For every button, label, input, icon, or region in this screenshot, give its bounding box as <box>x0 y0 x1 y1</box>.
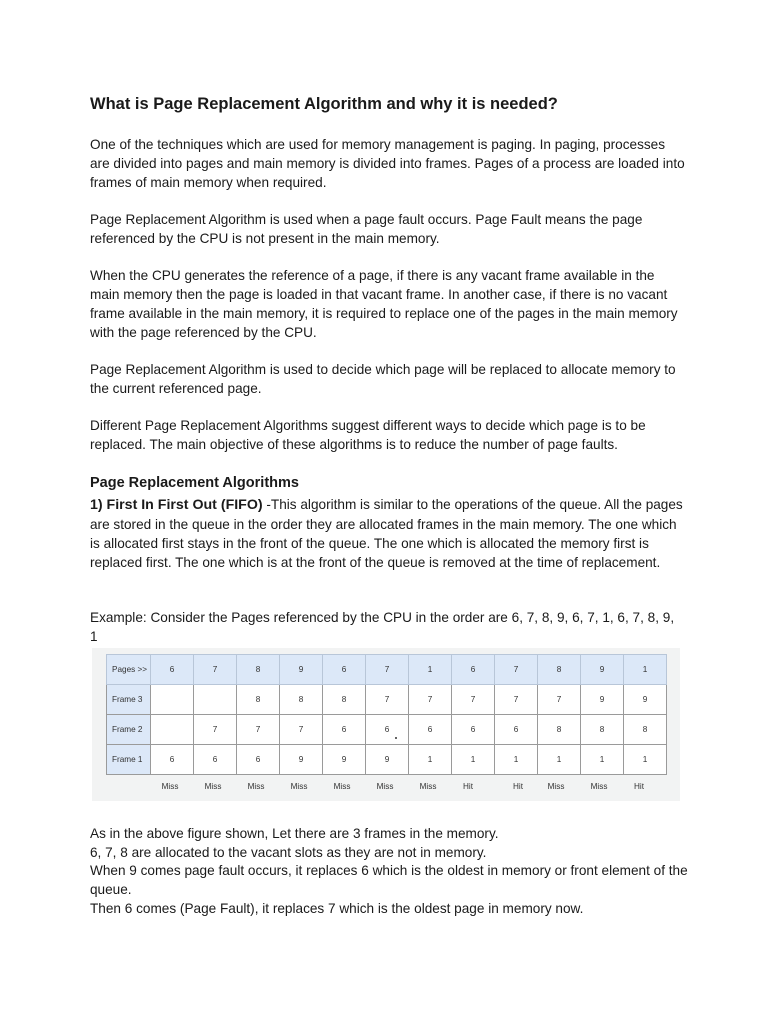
result-label: Miss <box>290 782 308 791</box>
fifo-table <box>106 654 667 775</box>
frame-cell: 6 <box>237 745 280 775</box>
frame-cell: 9 <box>366 745 409 775</box>
page-cell: 8 <box>538 655 581 685</box>
frame-cell: 9 <box>280 745 323 775</box>
table-header-row <box>107 655 667 685</box>
page-cell: 9 <box>280 655 323 685</box>
page-cell: 7 <box>366 655 409 685</box>
page-cell: 8 <box>237 655 280 685</box>
result-label: Miss <box>161 782 179 791</box>
fifo-paragraph <box>90 495 686 572</box>
page-cell: 6 <box>323 655 366 685</box>
frame-cell: 7 <box>194 715 237 745</box>
row-label: Frame 1 <box>107 745 151 775</box>
result-label: Miss <box>376 782 394 791</box>
frame-cell: 8 <box>237 685 280 715</box>
paragraph-purpose: Page Replacement Algorithm is used to decide which page will be replaced to allocate memory to the current referenced page. <box>90 362 676 396</box>
page-cell: 7 <box>194 655 237 685</box>
frame-cell: 6 <box>409 715 452 745</box>
frame-cell: 6 <box>323 715 366 745</box>
row-label: Frame 2 <box>107 715 151 745</box>
frame-cell: 9 <box>581 685 624 715</box>
result-label: Miss <box>204 782 222 791</box>
frame-cell: 7 <box>409 685 452 715</box>
frame-cell: 6 <box>495 715 538 745</box>
header-label: Pages >> <box>107 655 151 685</box>
page-title: What is Page Replacement Algorithm and why it is needed? <box>90 95 558 113</box>
frame-cell: 1 <box>409 745 452 775</box>
page-cell: 1 <box>409 655 452 685</box>
fifo-table-figure <box>92 648 680 801</box>
frame-cell: 1 <box>624 745 667 775</box>
section-heading: Page Replacement Algorithms <box>90 475 299 491</box>
table-row-frame-1 <box>107 745 667 775</box>
frame-cell: 7 <box>366 685 409 715</box>
explanation-line: Then 6 comes (Page Fault), it replaces 7 which is the oldest page in memory now. <box>90 901 584 916</box>
paragraph-paging: One of the techniques which are used for memory management is paging. In paging, processes are divided into pages and main memory is divided into frames. Pages of a process are loaded into frames of main memory when required. <box>90 137 685 190</box>
frame-cell: 7 <box>452 685 495 715</box>
result-label: Miss <box>247 782 265 791</box>
frame-cell: 6 <box>194 745 237 775</box>
frame-cell: 1 <box>538 745 581 775</box>
frame-cell <box>194 685 237 715</box>
page-cell: 1 <box>624 655 667 685</box>
example-text: Example: Consider the Pages referenced by the CPU in the order are 6, 7, 8, 9, 6, 7, 1, 6, 7, 8, 9, 1 <box>90 610 675 644</box>
results-row <box>106 782 678 794</box>
result-label: Hit <box>633 782 645 791</box>
row-label: Frame 3 <box>107 685 151 715</box>
result-label: Hit <box>462 782 474 791</box>
frame-cell: 6 <box>151 745 194 775</box>
page-cell: 6 <box>151 655 194 685</box>
page-cell: 6 <box>452 655 495 685</box>
frame-cell: 6 <box>366 715 409 745</box>
frame-cell: 8 <box>323 685 366 715</box>
frame-cell: 8 <box>538 715 581 745</box>
frame-cell: 7 <box>237 715 280 745</box>
result-label: Miss <box>333 782 351 791</box>
frame-cell: 7 <box>280 715 323 745</box>
fifo-title: 1) First In First Out (FIFO) <box>90 497 263 513</box>
frame-cell: 8 <box>624 715 667 745</box>
frame-cell: 7 <box>538 685 581 715</box>
frame-cell: 7 <box>495 685 538 715</box>
explanation-line: As in the above figure shown, Let there are 3 frames in the memory. <box>90 826 499 841</box>
result-label: Miss <box>547 782 565 791</box>
frame-cell: 1 <box>452 745 495 775</box>
paragraph-page-fault: Page Replacement Algorithm is used when a page fault occurs. Page Fault means the page referenced by the CPU is not present in the main memory. <box>90 212 643 246</box>
page-cell: 9 <box>581 655 624 685</box>
table-row-frame-3 <box>107 685 667 715</box>
stray-mark <box>395 737 397 739</box>
frame-cell: 1 <box>581 745 624 775</box>
frame-cell: 8 <box>280 685 323 715</box>
explanation-line: When 9 comes page fault occurs, it replaces 6 which is the oldest in memory or front element of the queue. <box>90 863 688 897</box>
page-cell: 7 <box>495 655 538 685</box>
frame-cell: 9 <box>624 685 667 715</box>
fifo-description: -This algorithm is similar to the operations of the queue. All the pages are stored in the queue in the order they are allocated frames in the main memory. The one which is allocated first stays in the front of the queue. The one which is allocated the memory first is replaced first. The one which is at the front of the queue is removed at the time of replacement. <box>90 497 683 570</box>
frame-cell <box>151 685 194 715</box>
result-label: Hit <box>512 782 524 791</box>
frame-cell: 9 <box>323 745 366 775</box>
paragraph-vacant-frame: When the CPU generates the reference of a page, if there is any vacant frame available in the main memory then the page is loaded in that vacant frame. In another case, if there is no vacant frame available in the main memory, it is required to replace one of the pages in the main memory with the page referenced by the CPU. <box>90 268 678 340</box>
frame-cell <box>151 715 194 745</box>
result-label: Miss <box>419 782 437 791</box>
frame-cell: 1 <box>495 745 538 775</box>
explanation-line: 6, 7, 8 are allocated to the vacant slots as they are not in memory. <box>90 845 487 860</box>
table-row-frame-2 <box>107 715 667 745</box>
result-label: Miss <box>590 782 608 791</box>
frame-cell: 6 <box>452 715 495 745</box>
paragraph-objective: Different Page Replacement Algorithms suggest different ways to decide which page is to be replaced. The main objective of these algorithms is to reduce the number of page faults. <box>90 418 646 452</box>
frame-cell: 8 <box>581 715 624 745</box>
